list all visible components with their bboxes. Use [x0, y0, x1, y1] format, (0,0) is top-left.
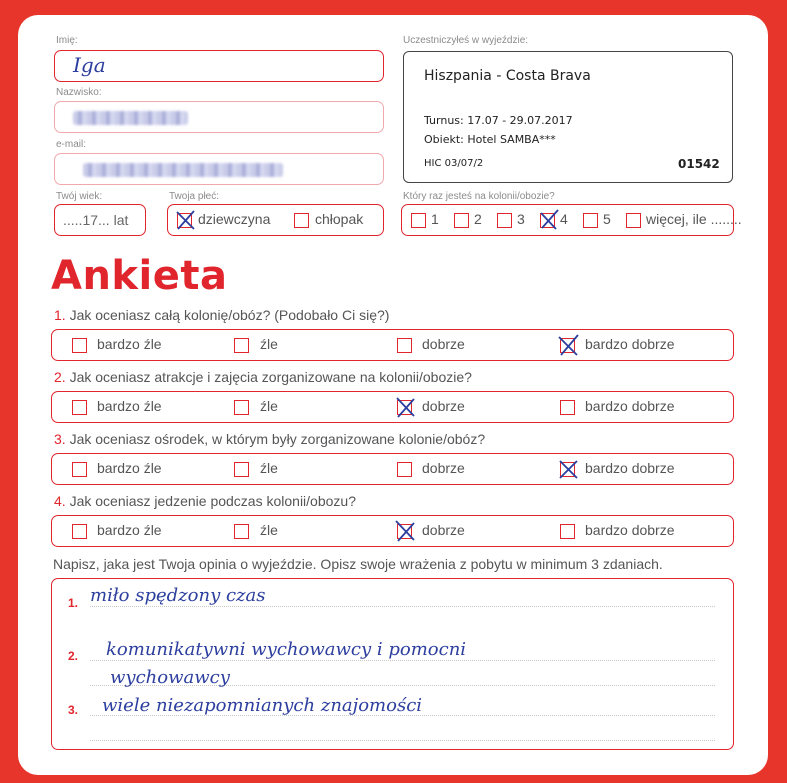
- q2-checkbox-bardzo-dobrze[interactable]: [560, 400, 575, 415]
- surname-redacted: [73, 111, 188, 125]
- q2-option-bardzo-dobrze: bardzo dobrze: [585, 398, 675, 414]
- gender-checkbox-girl[interactable]: [177, 213, 192, 228]
- q4-option-bardzo-dobrze: bardzo dobrze: [585, 522, 675, 538]
- times-checkbox-3[interactable]: [497, 213, 512, 228]
- surname-label: Nazwisko:: [56, 87, 102, 98]
- gender-checkbox-boy[interactable]: [294, 213, 309, 228]
- gender-label: Twoja płeć:: [169, 191, 220, 202]
- q2-checkbox-bardzo-zle[interactable]: [72, 400, 87, 415]
- question-3-answers: [51, 453, 734, 485]
- question-4-text: Jak oceniasz jedzenie podczas kolonii/obozu?: [69, 493, 356, 509]
- times-checkbox-5[interactable]: [583, 213, 598, 228]
- q4-checkbox-zle[interactable]: [234, 524, 249, 539]
- times-option-5: 5: [603, 211, 611, 227]
- gender-group: [167, 204, 384, 236]
- age-value: .....17... lat: [63, 212, 129, 228]
- name-value: Iga: [73, 53, 106, 77]
- opinion-line-1: [90, 606, 715, 607]
- name-field[interactable]: [54, 50, 384, 82]
- name-label: Imię:: [56, 35, 78, 46]
- question-3-number: 3.: [54, 431, 66, 447]
- q1-checkbox-bardzo-dobrze[interactable]: [560, 338, 575, 353]
- q3-option-dobrze: dobrze: [422, 460, 465, 476]
- q3-option-zle: źle: [260, 460, 278, 476]
- q2-option-zle: źle: [260, 398, 278, 414]
- times-option-2: 2: [474, 211, 482, 227]
- q2-checkbox-zle[interactable]: [234, 400, 249, 415]
- trip-number: 01542: [678, 157, 720, 171]
- q3-checkbox-bardzo-dobrze[interactable]: [560, 462, 575, 477]
- age-field[interactable]: [54, 204, 146, 236]
- question-2: [54, 369, 472, 385]
- survey-form-card: [18, 15, 768, 775]
- cross-mark-icon: [558, 334, 579, 356]
- q3-checkbox-bardzo-zle[interactable]: [72, 462, 87, 477]
- q3-checkbox-zle[interactable]: [234, 462, 249, 477]
- trip-info-box: [403, 51, 733, 183]
- q4-option-dobrze: dobrze: [422, 522, 465, 538]
- q3-option-bardzo-zle: bardzo źle: [97, 460, 162, 476]
- q1-option-zle: źle: [260, 336, 278, 352]
- trip-label: Uczestniczyłeś w wyjeździe:: [403, 35, 529, 46]
- q1-option-bardzo-dobrze: bardzo dobrze: [585, 336, 675, 352]
- q3-checkbox-dobrze[interactable]: [397, 462, 412, 477]
- q4-option-zle: źle: [260, 522, 278, 538]
- gender-option-boy: chłopak: [315, 211, 364, 227]
- cross-mark-icon: [538, 209, 559, 231]
- question-1: [54, 307, 389, 323]
- surname-field[interactable]: [54, 101, 384, 133]
- opinion-number-2: 2.: [68, 649, 79, 663]
- trip-code: HIC 03/07/2: [424, 158, 484, 169]
- times-option-1: 1: [431, 211, 439, 227]
- q4-checkbox-dobrze[interactable]: [397, 524, 412, 539]
- opinion-text-2b: wychowawcy: [110, 667, 230, 688]
- q1-checkbox-dobrze[interactable]: [397, 338, 412, 353]
- email-label: e-mail:: [56, 139, 87, 150]
- times-label: Który raz jesteś na kolonii/obozie?: [403, 191, 555, 202]
- times-checkbox-1[interactable]: [411, 213, 426, 228]
- opinion-text-2: komunikatywni wychowawcy i pomocni: [106, 639, 467, 660]
- cross-mark-icon: [558, 458, 579, 480]
- question-4: [54, 493, 356, 509]
- opinion-line-4: [90, 740, 715, 741]
- email-field[interactable]: [54, 153, 384, 185]
- question-4-answers: [51, 515, 734, 547]
- q1-option-bardzo-zle: bardzo źle: [97, 336, 162, 352]
- survey-title: Ankieta: [51, 253, 228, 299]
- opinion-number-3: 3.: [68, 703, 79, 717]
- question-3: [54, 431, 485, 447]
- q3-option-bardzo-dobrze: bardzo dobrze: [585, 460, 675, 476]
- email-redacted: [83, 163, 283, 177]
- opinion-number-1: 1.: [68, 596, 79, 610]
- opinion-text-3: wiele niezapomnianych znajomości: [102, 695, 423, 716]
- gender-option-girl: dziewczyna: [198, 211, 271, 227]
- age-label: Twój wiek:: [56, 191, 103, 202]
- times-option-more: więcej, ile ........: [646, 211, 742, 227]
- cross-mark-icon: [175, 209, 196, 231]
- opinion-prompt: Napisz, jaka jest Twoja opinia o wyjeździe. Opisz swoje wrażenia z pobytu w minimum 3 zdaniach.: [53, 556, 663, 572]
- trip-destination: Hiszpania - Costa Brava: [424, 68, 591, 84]
- q1-option-dobrze: dobrze: [422, 336, 465, 352]
- times-checkbox-more[interactable]: [626, 213, 641, 228]
- question-2-text: Jak oceniasz atrakcje i zajęcia zorganizowane na kolonii/obozie?: [69, 369, 472, 385]
- cross-mark-icon: [395, 396, 416, 418]
- q2-option-bardzo-zle: bardzo źle: [97, 398, 162, 414]
- q4-checkbox-bardzo-dobrze[interactable]: [560, 524, 575, 539]
- q2-checkbox-dobrze[interactable]: [397, 400, 412, 415]
- times-option-4: 4: [560, 211, 568, 227]
- q2-option-dobrze: dobrze: [422, 398, 465, 414]
- question-1-number: 1.: [54, 307, 66, 323]
- cross-mark-icon: [395, 520, 416, 542]
- times-checkbox-4[interactable]: [540, 213, 555, 228]
- trip-turnus: Turnus: 17.07 - 29.07.2017: [424, 114, 573, 127]
- question-2-number: 2.: [54, 369, 66, 385]
- q4-option-bardzo-zle: bardzo źle: [97, 522, 162, 538]
- opinion-text-1: miło spędzony czas: [90, 585, 266, 606]
- question-4-number: 4.: [54, 493, 66, 509]
- question-1-answers: [51, 329, 734, 361]
- question-1-text: Jak oceniasz całą kolonię/obóz? (Podobało Ci się?): [69, 307, 390, 323]
- times-checkbox-2[interactable]: [454, 213, 469, 228]
- opinion-line-2: [90, 660, 715, 661]
- q1-checkbox-bardzo-zle[interactable]: [72, 338, 87, 353]
- question-3-text: Jak oceniasz ośrodek, w którym były zorganizowane kolonie/obóz?: [69, 431, 486, 447]
- question-2-answers: [51, 391, 734, 423]
- q1-checkbox-zle[interactable]: [234, 338, 249, 353]
- times-option-3: 3: [517, 211, 525, 227]
- times-group: [401, 204, 742, 236]
- trip-obiekt: Obiekt: Hotel SAMBA***: [424, 133, 556, 146]
- q4-checkbox-bardzo-zle[interactable]: [72, 524, 87, 539]
